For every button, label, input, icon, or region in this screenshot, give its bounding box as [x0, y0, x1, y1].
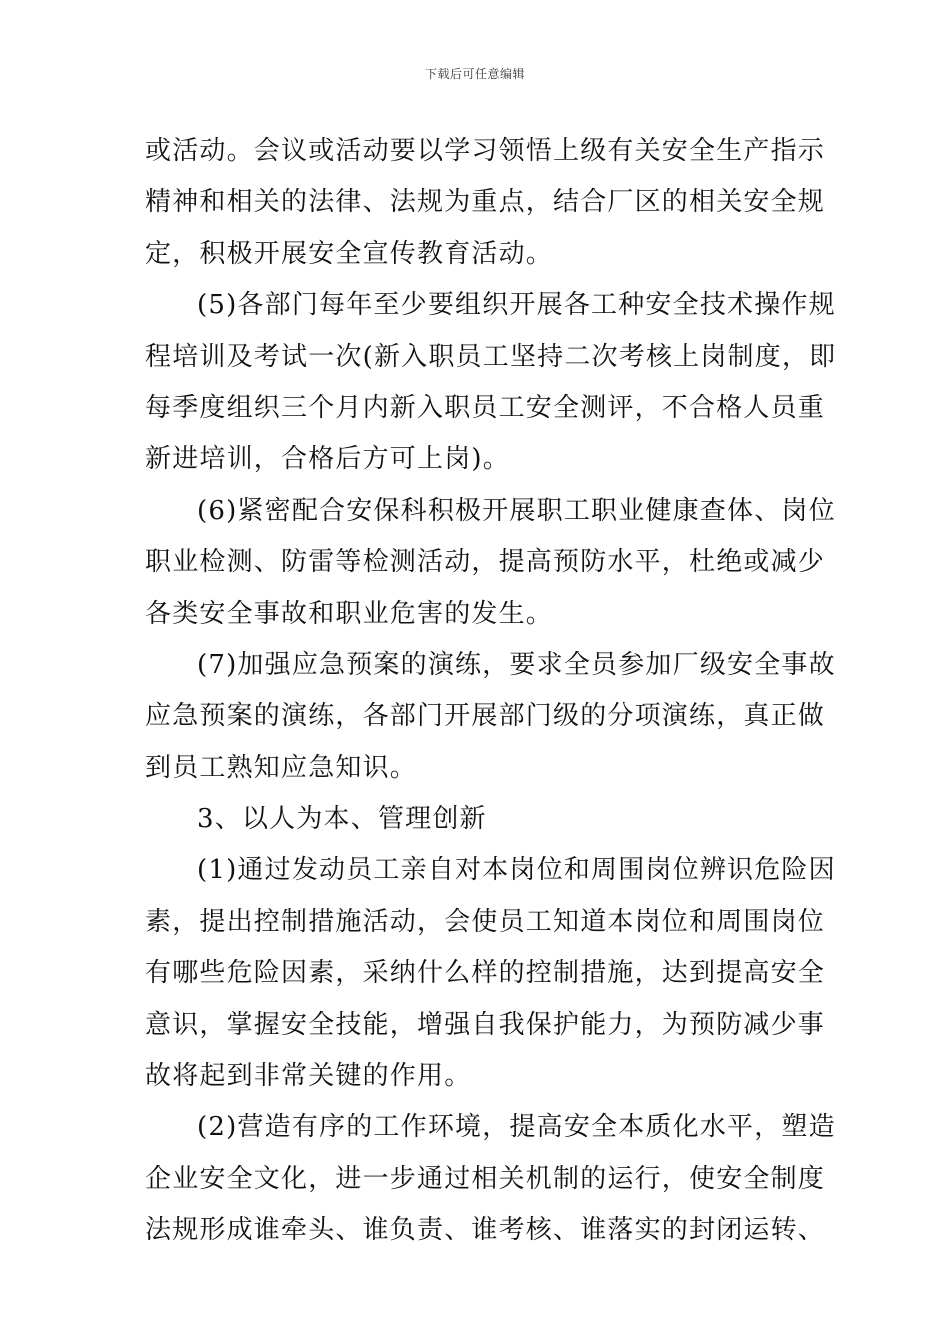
paragraph-start-line: (5)各部门每年至少要组织开展各工种安全技术操作规	[197, 290, 836, 321]
paragraph-start-line: (6)紧密配合安保科积极开展职工职业健康查体、岗位	[197, 495, 836, 526]
text-line: 或活动。会议或活动要以学习领悟上级有关安全生产指示	[145, 136, 826, 166]
page-header: 下载后可任意编辑	[424, 67, 525, 81]
paragraph-start-line: (1)通过发动员工亲自对本岗位和周围岗位辨识危险因	[197, 855, 836, 886]
text-line: 精神和相关的法律、法规为重点，结合厂区的相关安全规	[145, 187, 826, 218]
document-body	[145, 126, 837, 1257]
text-line: 法规形成谁牵头、谁负责、谁考核、谁落实的封闭运转、	[145, 1215, 826, 1246]
text-line: 企业安全文化，进一步通过相关机制的运行，使安全制度	[145, 1163, 826, 1194]
paragraph-start-line: (7)加强应急预案的演练，要求全员参加厂级安全事故	[197, 649, 836, 680]
text-line: 故将起到非常关键的作用。	[145, 1061, 472, 1092]
text-line: 素，提出控制措施活动，会使员工知道本岗位和周围岗位	[145, 906, 826, 937]
text-line: 程培训及考试一次(新入职员工坚持二次考核上岗制度，即	[145, 341, 837, 372]
text-line: 到员工熟知应急知识。	[145, 752, 418, 783]
section-heading: 3、以人为本、管理创新	[197, 804, 487, 835]
text-line: 职业检测、防雷等检测活动，提高预防水平，杜绝或减少	[145, 547, 826, 578]
text-line: 应急预案的演练，各部门开展部门级的分项演练，真正做	[145, 701, 826, 732]
text-line: 各类安全事故和职业危害的发生。	[145, 598, 554, 629]
text-line: 有哪些危险因素，采纳什么样的控制措施，达到提高安全	[145, 958, 826, 989]
text-line: 每季度组织三个月内新入职员工安全测评，不合格人员重	[145, 392, 826, 423]
text-line: 新进培训，合格后方可上岗)。	[145, 444, 510, 475]
text-line: 定，积极开展安全宣传教育活动。	[145, 238, 554, 269]
paragraph-start-line: (2)营造有序的工作环境，提高安全本质化水平，塑造	[197, 1112, 836, 1143]
text-line: 意识，掌握安全技能，增强自我保护能力，为预防减少事	[145, 1009, 826, 1040]
